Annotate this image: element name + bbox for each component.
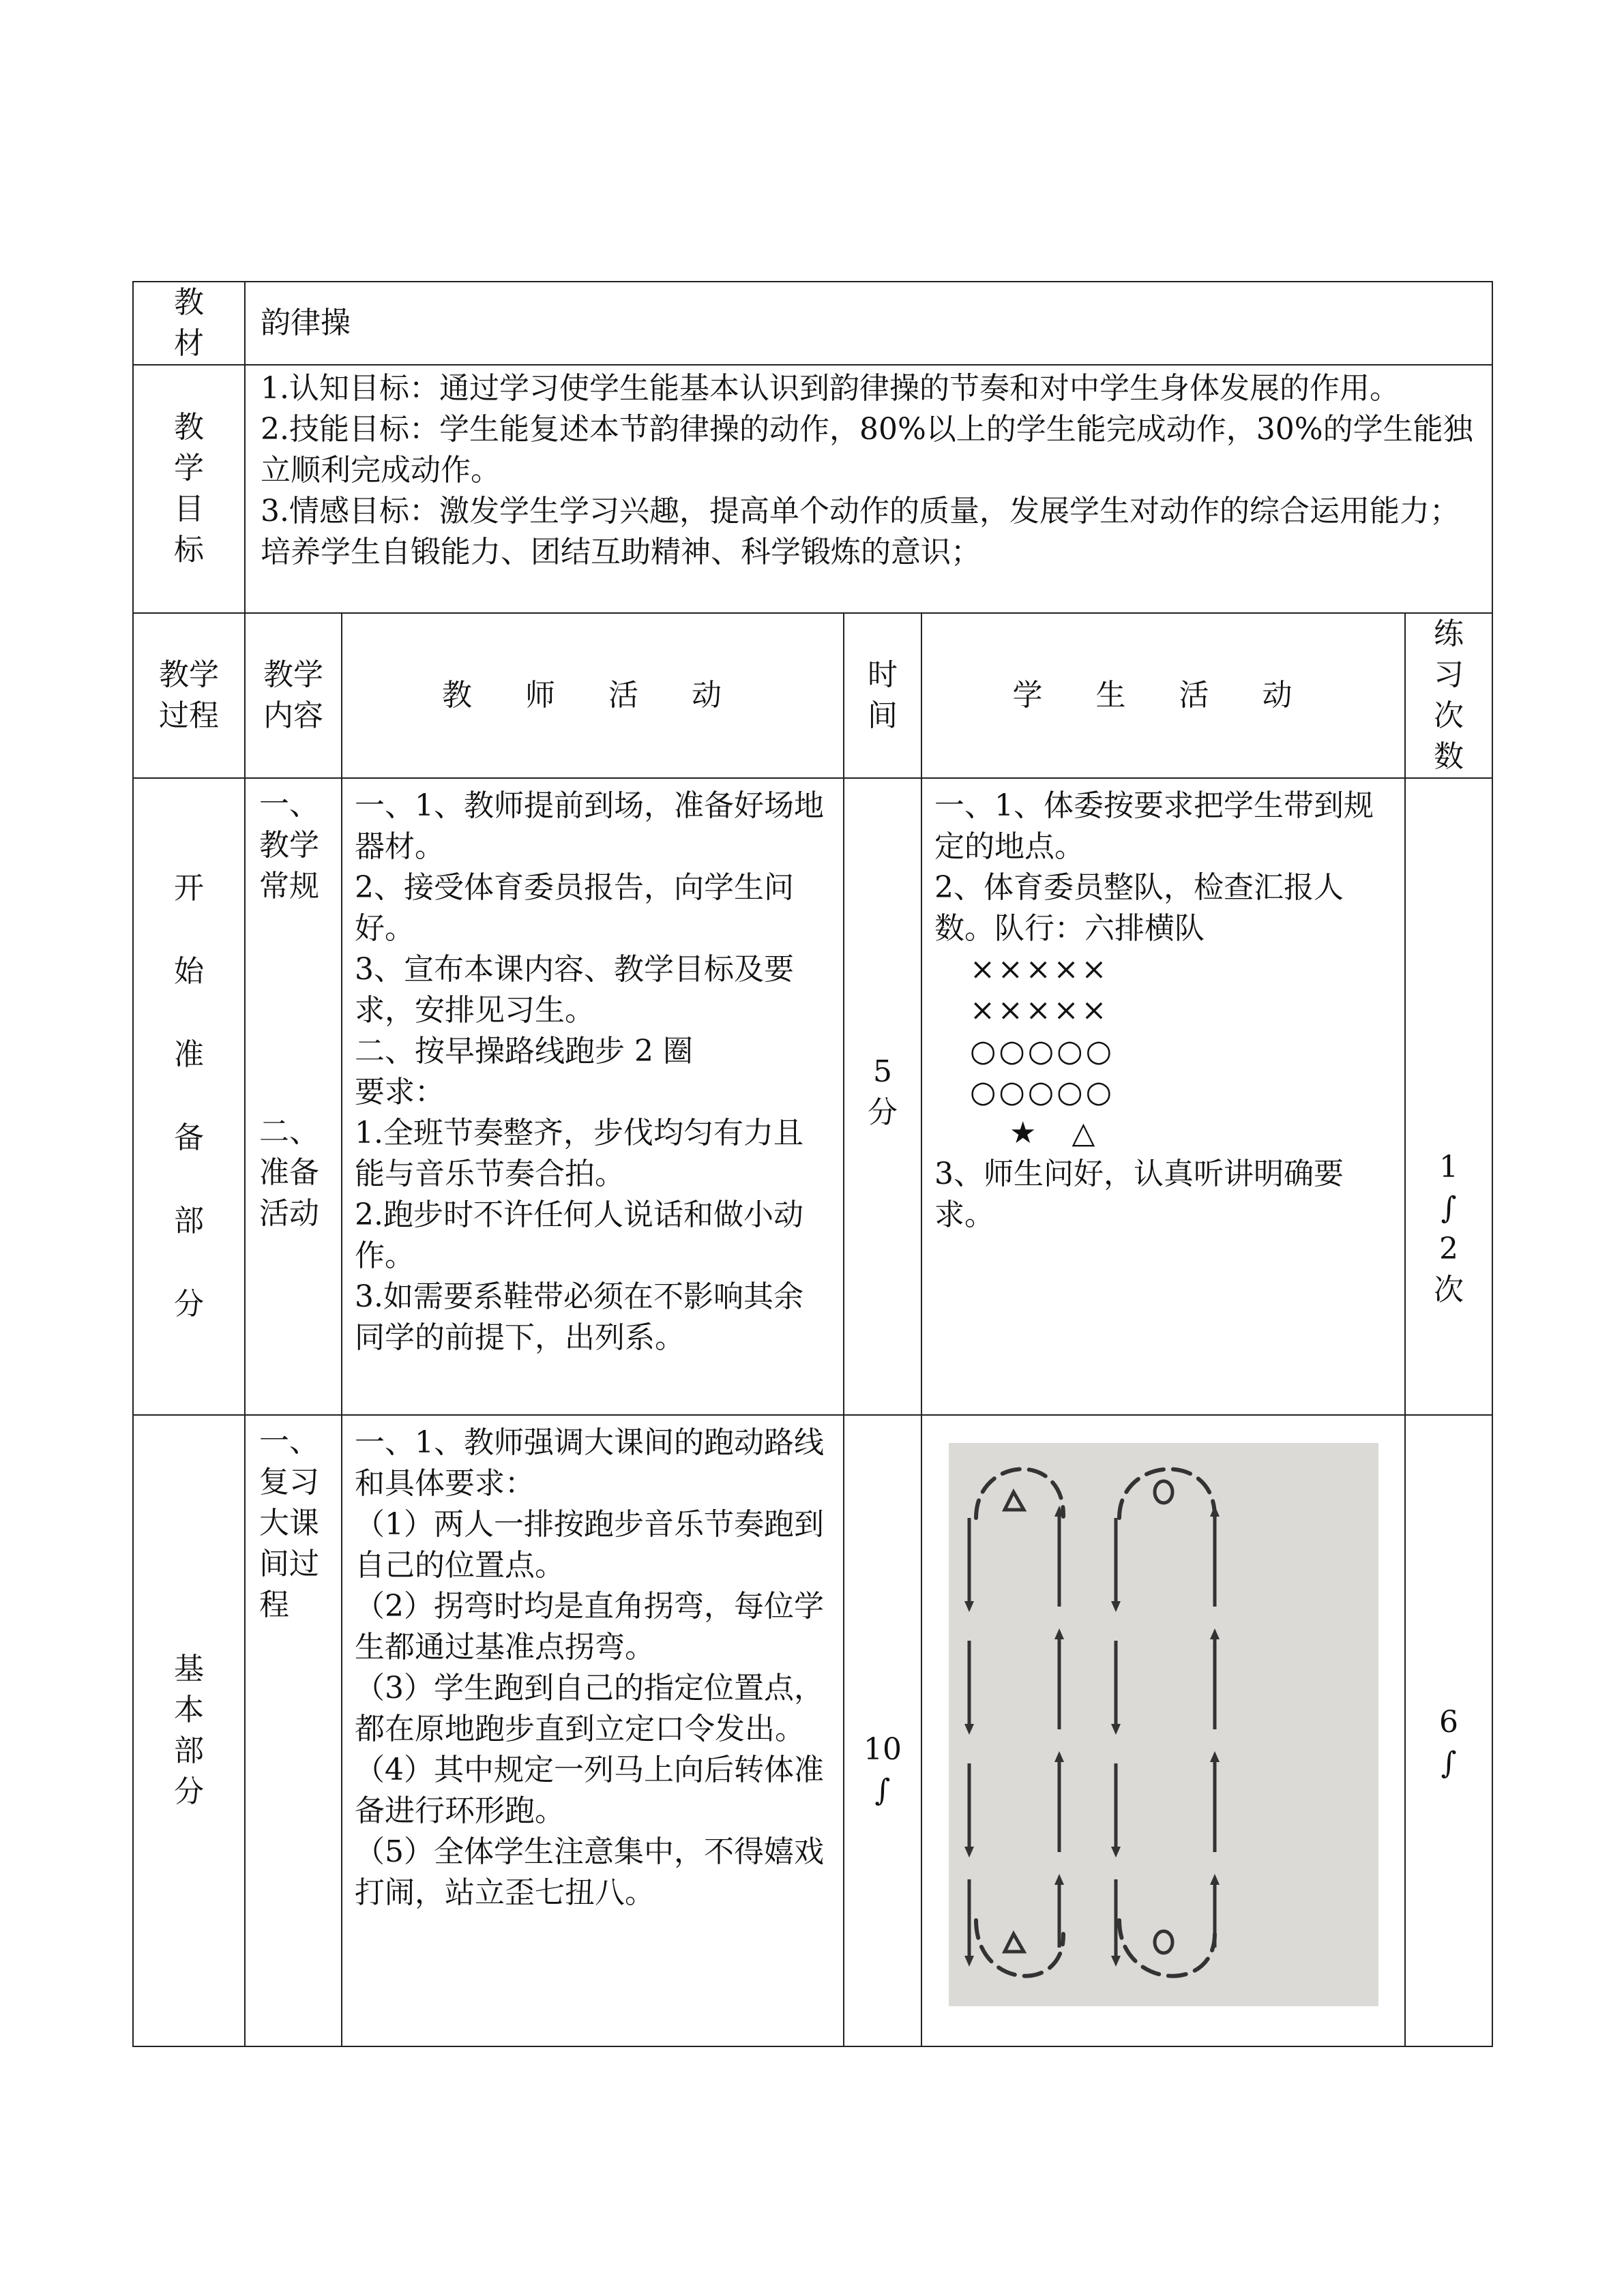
circle-marker [1155,1931,1172,1953]
formation-diagram [934,949,1392,1154]
teacher-activity-basic [342,1415,844,2046]
student-line: 2、体育委员整队，检查汇报人数。队行：六排横队 [934,870,1344,946]
objectives-label: 教 学 目 标 [174,410,204,567]
formation-row: ××××× [970,952,1110,987]
content-item: 一、教学常规 [259,787,319,904]
teacher-line: 3、宣布本课内容、教学目标及要求，安排见习生。 [355,952,794,1028]
left-loop-bottom [976,1920,1063,1976]
teacher-line: 要求： [355,1075,445,1109]
reps-part: 2 [1439,1232,1459,1266]
teacher-line: 一、1、教师强调大课间的跑动路线和具体要求： [355,1425,824,1501]
teacher-line: 3.如需要系鞋带必须在不影响其余同学的前提下，出列系。 [355,1279,803,1355]
reps-part: ∫ [1441,1746,1457,1780]
reps-basic-cell [1405,1415,1492,2046]
reps-part: ∫ [1441,1191,1457,1225]
header-time: 时 间 [844,613,921,778]
teacher-activity-start [342,778,844,1415]
reps-part: 6 [1439,1705,1459,1740]
formation-row: ○○○○○ [970,1034,1114,1069]
teacher-line: （2）拐弯时均是直角拐弯，每位学生都通过基准点拐弯。 [355,1589,824,1665]
time-value: 5 [873,1054,892,1089]
content-start-cell [245,778,342,1415]
reps-part: 1 [1439,1150,1459,1184]
lesson-plan-table [132,281,1493,2047]
objectives-label-cell [133,365,245,613]
teacher-line: （1）两人一排按跑步音乐节奏跑到自己的位置点。 [355,1507,824,1583]
formation-row: ○○○○○ [970,1075,1114,1109]
teacher-line: （4）其中规定一列马上向后转体准备进行环形跑。 [355,1753,824,1828]
content-item: 一、复习大课间过程 [259,1424,319,1622]
phase-start-cell [133,778,245,1415]
header-student: 学 生 活 动 [921,613,1405,778]
reps-start-cell [1405,778,1492,1415]
time-unit: 分 [868,1095,898,1130]
reps-part: 次 [1434,1272,1464,1307]
phase-basic-cell [133,1415,245,2046]
student-line: 一、1、体委按要求把学生带到规定的地点。 [934,788,1374,864]
time-value: 10 [863,1732,902,1767]
teacher-line: 2、接受体育委员报告，向学生问好。 [355,870,794,946]
time-start-cell [844,778,921,1415]
objectives-cell [245,365,1492,613]
triangle-marker [1005,1934,1024,1952]
objective-item: 1.认知目标：通过学习使学生能基本认识到韵律操的节奏和对中学生身体发展的作用。 [261,371,1400,406]
running-route-photo [949,1443,1378,2006]
right-loop-bottom [1119,1920,1215,1976]
teacher-line: 二、按早操路线跑步 2 圈 [355,1034,693,1069]
teacher-line: （3）学生跑到自己的指定位置点，都在原地跑步直到立定口令发出。 [355,1671,824,1746]
triangle-marker [1005,1492,1024,1510]
time-unit: ∫ [874,1773,891,1808]
student-activity-start [921,778,1405,1415]
route-diagram-cell [921,1415,1405,2046]
header-reps: 练 习 次 数 [1405,613,1492,778]
objective-item: 2.技能目标：学生能复述本节韵律操的动作，80%以上的学生能完成动作，30%的学生能独立顺利完成动作。 [261,412,1473,488]
textbook-label: 教 材 [174,285,204,361]
phase-label: 开 始 准 备 部 分 [174,871,204,1322]
header-teacher: 教 师 活 动 [342,613,844,778]
time-basic-cell [844,1415,921,2046]
header-content: 教学 内容 [245,613,342,778]
phase-label: 基 本 部 分 [174,1652,204,1809]
student-line: 3、师生问好，认真听讲明确要求。 [934,1157,1344,1232]
formation-row: ××××× [970,993,1110,1028]
header-process: 教学 过程 [133,613,245,778]
teacher-line: 2.跑步时不许任何人说话和做小动作。 [355,1197,803,1273]
teacher-line: 1.全班节奏整齐，步伐均匀有力且能与音乐节奏合拍。 [355,1116,803,1191]
circle-marker [1155,1481,1172,1503]
objective-item: 3.情感目标：激发学生学习兴趣，提高单个动作的质量，发展学生对动作的综合运用能力；培养学生自锻能力、团结互助精神、科学锻炼的意识； [261,494,1460,569]
textbook-value: 韵律操 [261,305,351,340]
teacher-line: 一、1、教师提前到场，准备好场地器材。 [355,788,824,864]
content-item: 二、准备活动 [259,1114,319,1231]
content-basic-cell [245,1415,342,2046]
textbook-label-cell [133,282,245,365]
right-loop-top [1119,1469,1215,1518]
textbook-value-cell [245,282,1492,365]
teacher-line: （5）全体学生注意集中，不得嬉戏打闹，站立歪七扭八。 [355,1834,824,1910]
formation-row: ★ △ [1009,1116,1098,1150]
